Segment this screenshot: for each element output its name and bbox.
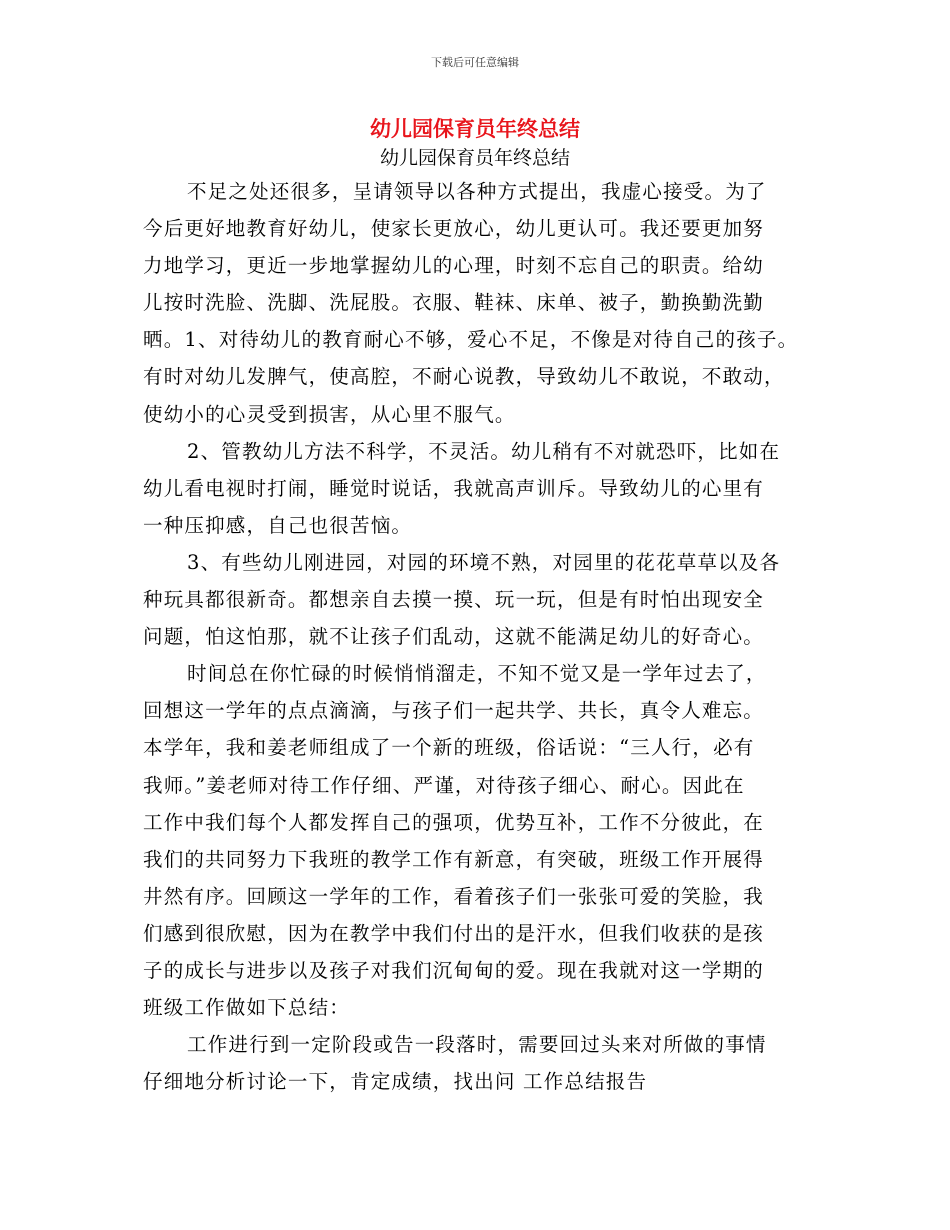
body-line: 井然有序。回顾这一学年的工作，看着孩子们一张张可爱的笑脸，我 (143, 884, 765, 908)
body-line: 2、管教幼儿方法不科学，不灵活。幼儿稍有不对就恐吓，比如在 (187, 439, 781, 463)
body-line: 一种压抑感，自己也很苦恼。 (143, 513, 413, 537)
document-title: 幼儿园保育员年终总结 (370, 117, 580, 141)
body-line: 我师。”姜老师对待工作仔细、严谨，对待孩子细心、耐心。因此在 (143, 773, 745, 797)
body-line: 本学年，我和姜老师组成了一个新的班级，俗话说：“三人行，必有 (143, 736, 755, 760)
body-line: 种玩具都很新奇。都想亲自去摸一摸、玩一玩，但是有时怕出现安全 (143, 588, 765, 612)
body-line: 不足之处还很多，呈请领导以各种方式提出，我虚心接受。为了 (187, 180, 767, 203)
body-line: 力地学习，更近一步地掌握幼儿的心理，时刻不忘自己的职责。给幼 (143, 254, 765, 278)
body-line: 问题，怕这怕那，就不让孩子们乱动，这就不能满足幼儿的好奇心。 (143, 625, 765, 649)
body-line: 幼儿看电视时打闹，睡觉时说话，我就高声训斥。导致幼儿的心里有 (143, 476, 765, 500)
body-line: 工作进行到一定阶段或告一段落时，需要回过头来对所做的事情 (187, 1033, 767, 1057)
body-line: 儿按时洗脸、洗脚、洗屁股。衣服、鞋袜、床单、被子，勤换勤洗勤 (143, 291, 765, 315)
body-line: 们感到很欣慰，因为在教学中我们付出的是汗水，但我们收获的是孩 (143, 921, 765, 945)
body-line: 班级工作做如下总结： (143, 996, 351, 1020)
body-line: 今后更好地教育好幼儿，使家长更放心，幼儿更认可。我还要更加努 (143, 217, 765, 241)
body-line: 有时对幼儿发脾气，使高腔，不耐心说教，导致幼儿不敢说，不敢动， (143, 365, 785, 389)
body-line: 回想这一学年的点点滴滴，与孩子们一起共学、共长，真令人难忘。 (143, 699, 765, 723)
body-line: 工作中我们每个人都发挥自己的强项，优势互补，工作不分彼此，在 (143, 810, 765, 834)
body-line: 仔细地分析讨论一下，肯定成绩，找出问 工作总结报告 (143, 1070, 648, 1094)
body-line: 子的成长与进步以及孩子对我们沉甸甸的爱。现在我就对这一学期的 (143, 958, 765, 982)
body-line: 晒。1、对待幼儿的教育耐心不够，爱心不足，不像是对待自己的孩子。 (143, 328, 799, 352)
document-subtitle: 幼儿园保育员年终总结 (379, 147, 570, 169)
body-line: 使幼小的心灵受到损害，从心里不服气。 (143, 402, 516, 426)
body-line: 我们的共同努力下我班的教学工作有新意，有突破，班级工作开展得 (143, 847, 765, 871)
document-body (143, 173, 823, 1100)
body-line: 时间总在你忙碌的时候悄悄溜走，不知不觉又是一学年过去了， (187, 662, 767, 686)
body-line: 3、有些幼儿刚进园，对园的环境不熟，对园里的花花草草以及各 (187, 550, 781, 574)
header-note: 下载后可任意编辑 (431, 56, 519, 69)
